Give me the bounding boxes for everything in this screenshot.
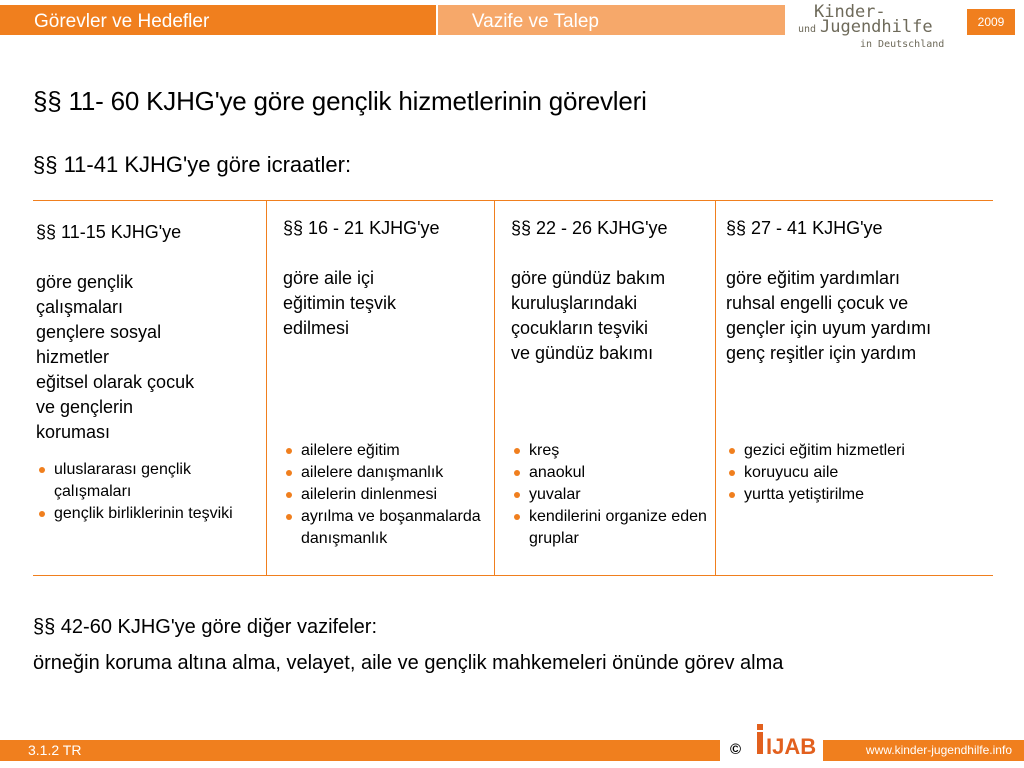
list-item: gençlik birliklerinin teşviki [36, 503, 258, 525]
ijab-logo [754, 722, 817, 762]
list-item: yuvalar [511, 484, 713, 506]
description-line: gençlere sosyal [36, 322, 162, 342]
column-description [36, 270, 258, 445]
logo-line-1: Kinder- [814, 2, 886, 22]
column-heading: §§ 11-15 KJHG'ye [36, 222, 182, 242]
list-item: koruyucu aile [726, 462, 994, 484]
description-line: koruması [36, 422, 111, 442]
description-line: ruhsal engelli çocuk ve [726, 293, 909, 313]
copyright-symbol: © [730, 741, 742, 758]
table-column [36, 220, 258, 525]
column-divider [715, 200, 716, 576]
footer-left-bar [0, 740, 720, 761]
column-heading: §§ 22 - 26 KJHG'ye [511, 218, 668, 238]
column-divider [494, 200, 495, 576]
list-item: kreş [511, 440, 713, 462]
description-line: ve gündüz bakımı [511, 343, 654, 363]
description-line: göre aile içi [283, 268, 375, 288]
table-bottom-rule [33, 575, 993, 576]
list-item: uluslararası gençlik çalışmaları [36, 459, 258, 503]
description-line: eğitimin teşvik [283, 293, 397, 313]
ijab-logo-graphic [754, 722, 817, 762]
description-line: eğitsel olarak çocuk [36, 372, 195, 392]
list-item: gezici eğitim hizmetleri [726, 440, 994, 462]
description-line: gençler için uyum yardımı [726, 318, 932, 338]
column-description [726, 266, 994, 366]
list-item: anaokul [511, 462, 713, 484]
logo-line-3: in Deutschland [860, 39, 945, 50]
description-line: ve gençlerin [36, 397, 134, 417]
column-heading: §§ 27 - 41 KJHG'ye [726, 218, 883, 238]
list-item: yurtta yetiştirilme [726, 484, 994, 506]
bullet-list [726, 440, 994, 506]
description-line: kuruluşlarındaki [511, 293, 638, 313]
bullet-list [36, 459, 258, 525]
description-line: göre eğitim yardımları [726, 268, 901, 288]
section-subtitle: §§ 11-41 KJHG'ye göre icraatler: [33, 152, 352, 177]
column-description [511, 266, 713, 366]
website-link[interactable]: www.kinder-jugendhilfe.info [865, 743, 1012, 757]
table-column [511, 216, 713, 547]
description-line: çocukların teşviki [511, 318, 649, 338]
logo-und: und [798, 24, 817, 35]
year-badge: 2009 [967, 9, 1015, 35]
list-item: ailelere danışmanlık [283, 462, 491, 484]
list-item: ailelerin dinlenmesi [283, 484, 491, 506]
header-bar [0, 5, 785, 35]
other-duties-text: örneğin koruma altına alma, velayet, aile ve gençlik mahkemeleri önünde görev alma [33, 652, 784, 674]
table-top-rule [33, 200, 993, 201]
section-title-tab: Görevler ve Hedefler [0, 5, 436, 35]
logo-line-2: Jugendhilfe [820, 17, 933, 37]
other-duties-heading: §§ 42-60 KJHG'ye göre diğer vazifeler: [33, 616, 377, 638]
table-column [283, 216, 491, 547]
page-title: §§ 11- 60 KJHG'ye göre gençlik hizmetlerinin görevleri [33, 86, 647, 116]
bullet-list [283, 440, 491, 550]
description-line: göre gündüz bakım [511, 268, 666, 288]
description-line: genç reşitler için yardım [726, 343, 917, 363]
description-line: çalışmaları [36, 297, 124, 317]
description-line: edilmesi [283, 318, 350, 338]
list-item: kendilerini organize eden gruplar [511, 506, 713, 550]
bullet-list [511, 440, 713, 550]
list-item: ailelere eğitim [283, 440, 491, 462]
table-column [726, 216, 994, 503]
column-heading: §§ 16 - 21 KJHG'ye [283, 218, 440, 238]
ijab-logo-text: IJAB [766, 734, 817, 759]
column-description [283, 266, 491, 341]
list-item: ayrılma ve boşanmalarda danışmanlık [283, 506, 491, 550]
footer-right-bar [823, 740, 1024, 761]
description-line: hizmetler [36, 347, 110, 367]
kinder-jugendhilfe-logo [798, 2, 960, 52]
column-divider [266, 200, 267, 576]
slide-number: 3.1.2 TR [28, 742, 82, 758]
subsection-title-tab: Vazife ve Talep [438, 5, 785, 35]
description-line: göre gençlik [36, 272, 134, 292]
